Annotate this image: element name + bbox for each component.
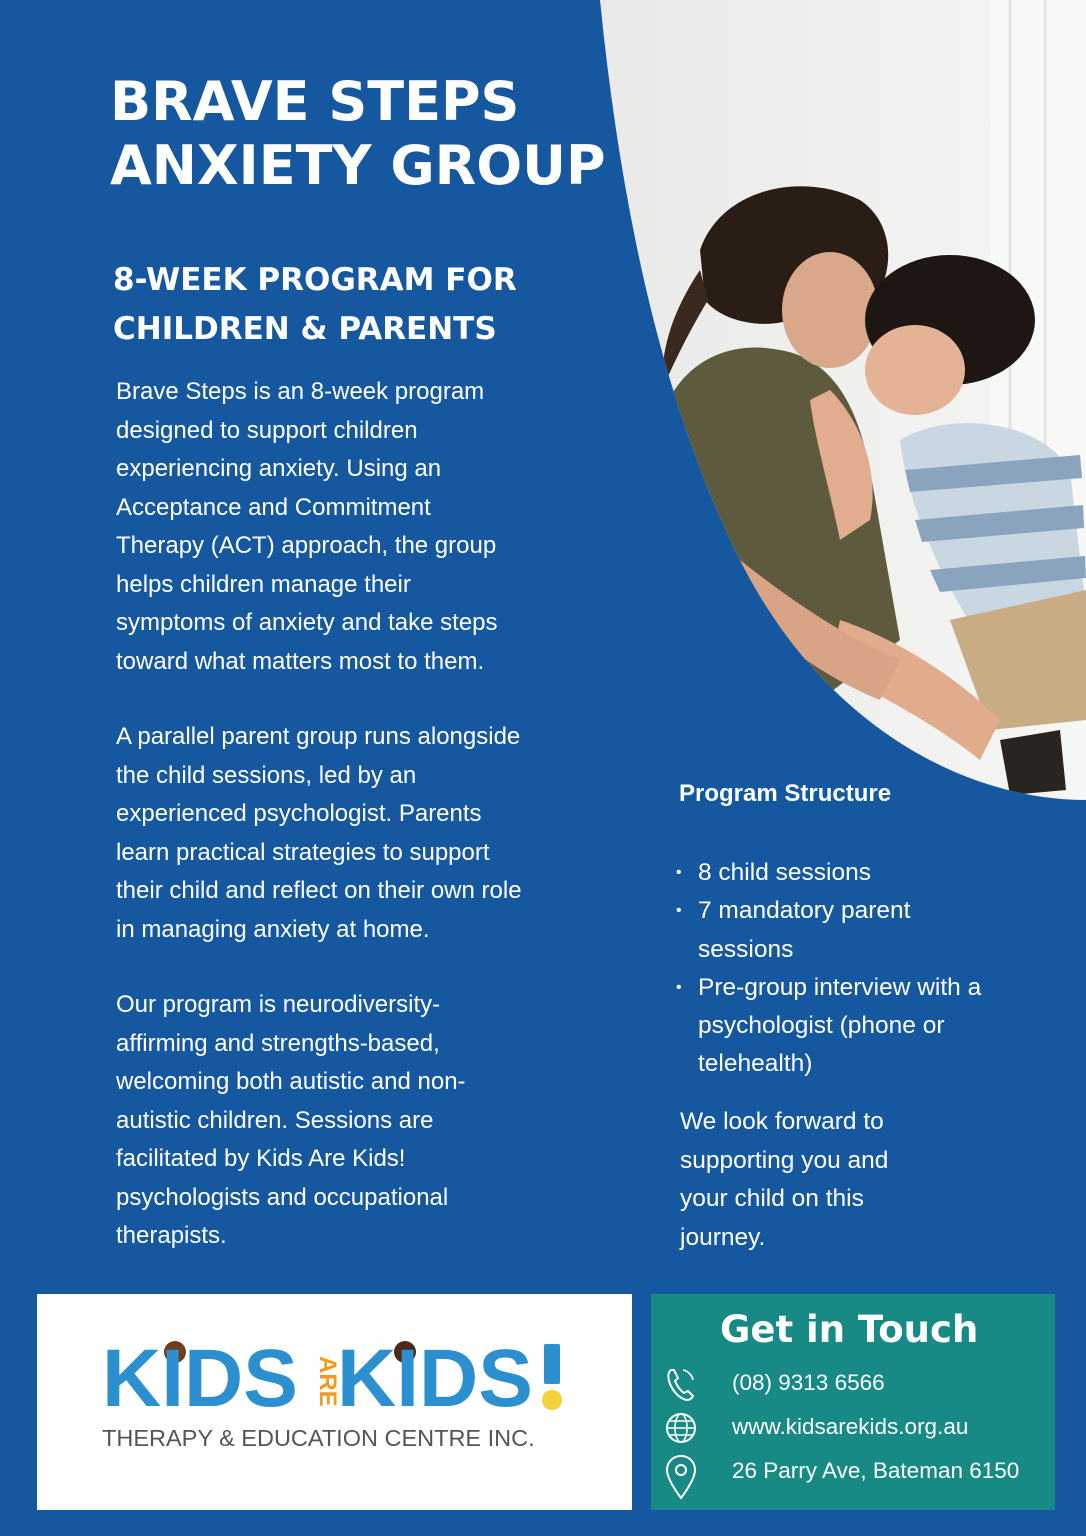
contact-address-row xyxy=(663,1452,1053,1504)
text-line: designed to support children xyxy=(116,416,418,444)
text-line: in managing anxiety at home. xyxy=(116,915,430,943)
text-line: symptoms of anxiety and take steps xyxy=(116,609,498,636)
program-structure-heading: Program Structure xyxy=(679,780,892,807)
contact-panel xyxy=(651,1294,1055,1510)
text-line: facilitated by Kids Are Kids! xyxy=(116,1145,406,1172)
exclamation-icon xyxy=(544,1344,560,1384)
title-line: ANXIETY GROUP xyxy=(110,134,606,197)
text-line: We look forward to xyxy=(680,1108,884,1135)
logo-tagline: THERAPY & EDUCATION CENTRE INC. xyxy=(102,1425,535,1451)
text-line: • 7 mandatory parent xyxy=(698,897,911,925)
title-line: BRAVE STEPS xyxy=(110,70,520,133)
kids-are-kids-logo xyxy=(37,1294,632,1510)
logo-word-are: ARE xyxy=(314,1356,341,1407)
parent-group-paragraph xyxy=(116,718,636,949)
text-line: • 8 child sessions xyxy=(698,859,871,886)
page-subtitle xyxy=(113,256,517,354)
text-line: A parallel parent group runs alongside xyxy=(116,723,521,750)
text-line: psychologist (phone or xyxy=(698,1012,945,1040)
logo-panel xyxy=(37,1294,632,1510)
closing-message xyxy=(680,1103,888,1257)
text-line: the child sessions, led by an xyxy=(116,761,417,789)
text-line: Therapy (ACT) approach, the group xyxy=(116,532,497,559)
contact-phone[interactable]: (08) 9313 6566 xyxy=(732,1370,885,1395)
contact-title: Get in Touch xyxy=(720,1308,979,1351)
phone-icon xyxy=(663,1364,699,1404)
text-line: Acceptance and Commitment xyxy=(116,493,431,521)
text-line: • Pre-group interview with a xyxy=(698,973,982,1001)
text-line: telehealth) xyxy=(698,1050,813,1078)
contact-phone-row xyxy=(663,1364,1053,1404)
contact-website[interactable]: www.kidsarekids.org.au xyxy=(732,1414,969,1439)
text-line: autistic children. Sessions are xyxy=(116,1106,434,1134)
location-pin-icon xyxy=(663,1452,699,1504)
text-line: learn practical strategies to support xyxy=(116,838,490,866)
text-line: experienced psychologist. Parents xyxy=(116,800,482,827)
page-title xyxy=(110,70,606,198)
text-line: their child and reflect on their own role xyxy=(116,877,522,904)
text-line: journey. xyxy=(680,1223,766,1251)
list-item xyxy=(676,969,981,1084)
subtitle-line: 8-WEEK PROGRAM FOR xyxy=(113,262,517,298)
text-line: welcoming both autistic and non- xyxy=(116,1068,466,1095)
program-structure-list xyxy=(676,854,981,1084)
text-line: Our program is neurodiversity- xyxy=(116,991,441,1018)
logo-word-kids: KIDS xyxy=(102,1333,298,1424)
text-line: helps children manage their xyxy=(116,570,411,598)
text-line: therapists. xyxy=(116,1222,227,1249)
contact-address: 26 Parry Ave, Bateman 6150 xyxy=(732,1458,1020,1483)
text-line: supporting you and xyxy=(680,1146,889,1174)
globe-icon xyxy=(663,1408,699,1448)
list-item xyxy=(676,892,981,969)
text-line: affirming and strengths-based, xyxy=(116,1029,440,1057)
text-line: sessions xyxy=(698,935,794,963)
text-line: experiencing anxiety. Using an xyxy=(116,455,442,482)
neurodiversity-paragraph xyxy=(116,986,636,1256)
subtitle-line: CHILDREN & PARENTS xyxy=(113,311,497,347)
text-line: toward what matters most to them. xyxy=(116,647,485,675)
text-line: psychologists and occupational xyxy=(116,1183,449,1211)
logo-word-kids-2: KIDS xyxy=(337,1333,533,1424)
intro-paragraph xyxy=(116,373,636,681)
contact-website-row xyxy=(663,1408,1053,1448)
list-item xyxy=(676,854,981,892)
text-line: Brave Steps is an 8-week program xyxy=(116,378,485,405)
text-line: your child on this xyxy=(680,1185,864,1212)
smiley-icon xyxy=(542,1390,562,1410)
